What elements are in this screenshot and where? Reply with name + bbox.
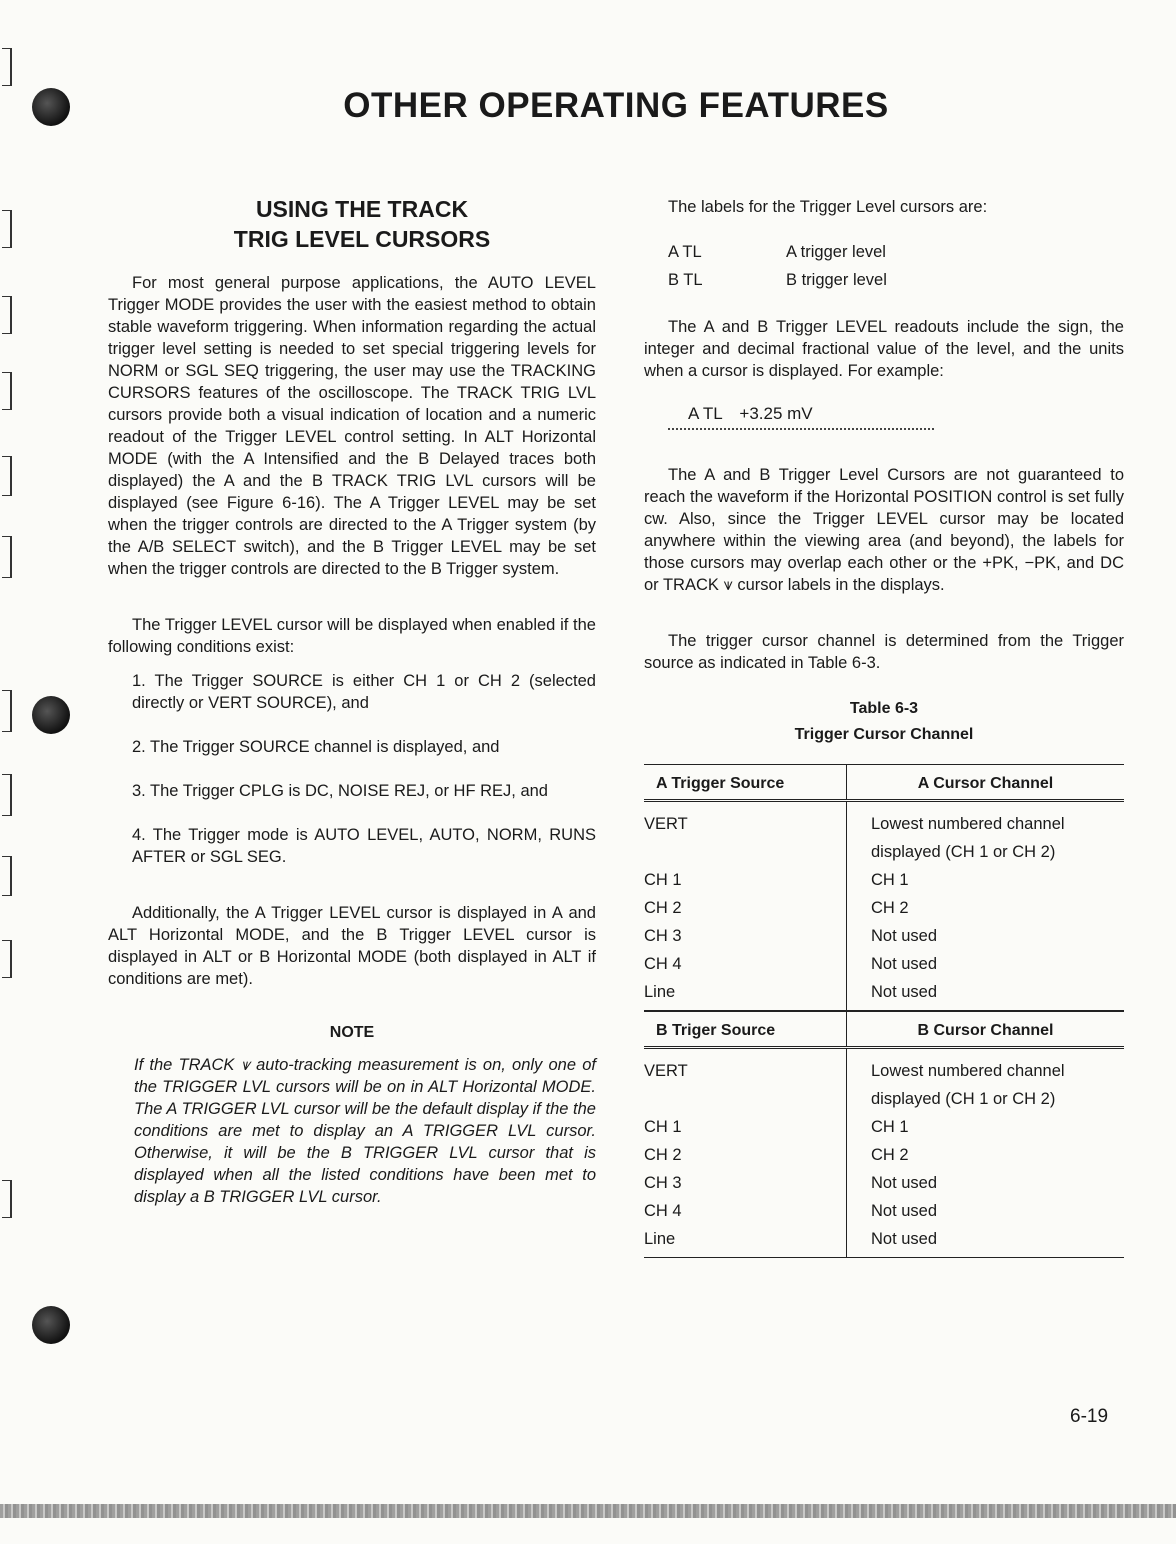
page-title: OTHER OPERATING FEATURES <box>343 86 889 125</box>
table-row <box>644 894 1124 922</box>
channel-cell: CH 2 <box>871 899 909 917</box>
source-cell: CH 1 <box>644 1113 847 1141</box>
binding-mark <box>2 940 12 978</box>
source-cell: CH 2 <box>644 894 847 922</box>
example-label: A TL <box>688 404 723 423</box>
binding-mark <box>2 210 12 248</box>
column-header-source: B Triger Source <box>644 1012 847 1048</box>
table-row <box>644 801 1124 867</box>
condition-item: 4. The Trigger mode is AUTO LEVEL, AUTO, NORM, RUNS AFTER or SGL SEG. <box>132 826 596 866</box>
conditions-intro: The Trigger LEVEL cursor will be displayed when enabled if the following conditions exist: <box>108 616 596 656</box>
column-header-source: A Trigger Source <box>644 765 847 801</box>
table-row <box>644 1048 1124 1114</box>
label-key: B TL <box>668 271 703 289</box>
binding-mark <box>2 690 12 732</box>
label-desc: B trigger level <box>786 271 887 289</box>
source-cell: CH 3 <box>644 922 847 950</box>
guarantee-paragraph: The A and B Trigger Level Cursors are not guaranteed to reach the waveform if the Horizontal POSITION control is set fully cw. Also, since the Trigger LEVEL cursor may be located anywhere within the viewing area (and beyond), the labels for those cursors may overlap each other or the +PK, −PK, and DC or TRACK ⩛ cursor labels in the displays. <box>644 466 1124 594</box>
heading-line-2: TRIG LEVEL CURSORS <box>233 226 491 252</box>
source-cell: CH 3 <box>644 1169 847 1197</box>
binding-mark <box>2 48 12 86</box>
source-cell: Line <box>644 1225 847 1258</box>
channel-cell: Not used <box>847 978 1125 1011</box>
channel-cell: Lowest numbered channel displayed (CH 1 or CH 2) <box>871 815 1065 861</box>
readout-example <box>668 404 934 430</box>
label-row <box>668 238 1124 266</box>
source-cell: VERT <box>644 801 847 867</box>
note-body: If the TRACK ⩛ auto-tracking measurement is on, only one of the TRIGGER LVL cursors will be on in ALT Horizontal MODE. The A TRIGGER LVL cursor will be the default display if the the conditions are met to display an A TRIGGER LVL cursor. Otherwise, it will be the B TRIGGER LVL cursor that is displayed when all the listed conditions have been met to display a B TRIGGER LVL cursor. <box>134 1056 596 1206</box>
binding-mark <box>2 774 12 816</box>
trigger-cursor-table-b <box>644 1011 1124 1258</box>
example-value: +3.25 mV <box>739 404 813 423</box>
channel-cell: Not used <box>871 955 938 973</box>
label-desc: A trigger level <box>786 243 886 261</box>
readouts-paragraph: The A and B Trigger LEVEL readouts include the sign, the integer and decimal fractional value of the level, and the units when a cursor is displayed. For example: <box>644 318 1124 380</box>
table-row <box>644 950 1124 978</box>
labels-intro: The labels for the Trigger Level cursors are: <box>668 198 988 216</box>
table-row <box>644 866 1124 894</box>
table-row <box>644 1197 1124 1225</box>
source-cell: Line <box>644 978 847 1011</box>
binding-mark <box>2 1180 12 1218</box>
channel-cell: CH 2 <box>871 1146 909 1164</box>
channel-paragraph: The trigger cursor channel is determined from the Trigger source as indicated in Table 6-3. <box>644 632 1124 672</box>
left-column <box>108 194 596 1208</box>
section-heading <box>128 194 596 254</box>
channel-cell: Lowest numbered channel displayed (CH 1 or CH 2) <box>871 1062 1065 1108</box>
right-column <box>644 196 1124 1258</box>
condition-item: 1. The Trigger SOURCE is either CH 1 or CH 2 (selected directly or VERT SOURCE), and <box>132 672 596 712</box>
table-row <box>644 1113 1124 1141</box>
channel-cell: CH 1 <box>871 871 909 889</box>
column-header-channel: B Cursor Channel <box>847 1012 1125 1048</box>
scan-edge-strip <box>0 1504 1176 1518</box>
source-cell: CH 1 <box>644 866 847 894</box>
channel-cell: Not used <box>871 1202 938 1220</box>
condition-item: 2. The Trigger SOURCE channel is displayed, and <box>132 738 500 756</box>
punch-hole <box>32 696 70 734</box>
binding-mark <box>2 456 12 496</box>
trigger-cursor-table-a <box>644 764 1124 1011</box>
binding-mark <box>2 536 12 578</box>
label-row <box>668 266 1124 294</box>
page-number: 6-19 <box>1070 1406 1109 1427</box>
channel-cell: Not used <box>871 927 938 945</box>
table-row <box>644 1225 1124 1258</box>
conditions-list <box>108 670 596 868</box>
binding-mark <box>2 856 12 896</box>
source-cell: CH 4 <box>644 950 847 978</box>
punch-hole <box>32 1306 70 1344</box>
cursor-labels <box>668 238 1124 294</box>
channel-cell: Not used <box>847 1225 1125 1258</box>
table-row <box>644 1141 1124 1169</box>
channel-cell: CH 1 <box>871 1118 909 1136</box>
additional-paragraph: Additionally, the A Trigger LEVEL cursor is displayed in A and ALT Horizontal MODE, and the B Trigger LEVEL cursor is displayed in ALT or B Horizontal MODE (both displayed in ALT if conditions are met). <box>108 904 596 988</box>
table-caption: Trigger Cursor Channel <box>794 726 974 743</box>
heading-line-1: USING THE TRACK <box>255 196 469 222</box>
note-title: NOTE <box>329 1024 375 1041</box>
condition-item: 3. The Trigger CPLG is DC, NOISE REJ, or HF REJ, and <box>132 782 548 800</box>
channel-cell: Not used <box>871 1174 938 1192</box>
source-cell: VERT <box>644 1048 847 1114</box>
source-cell: CH 4 <box>644 1197 847 1225</box>
binding-mark <box>2 296 12 334</box>
table-row <box>644 922 1124 950</box>
label-key: A TL <box>668 243 702 261</box>
source-cell: CH 2 <box>644 1141 847 1169</box>
column-header-channel: A Cursor Channel <box>847 765 1125 801</box>
table-row <box>644 978 1124 1011</box>
table-number: Table 6-3 <box>849 700 919 717</box>
table-row <box>644 1169 1124 1197</box>
intro-paragraph: For most general purpose applications, the AUTO LEVEL Trigger MODE provides the user with the easiest method to obtain stable waveform triggering. When information regarding the actual trigger level setting is needed to set special triggering levels for NORM or SGL SEQ triggering, the user may use the TRACKING CURSORS features of the oscilloscope. The TRACK TRIG LVL cursors provide both a visual indication of location and a numeric readout of the Trigger LEVEL control setting. In ALT Horizontal MODE (with the A Intensified and the B Delayed traces both displayed) the A and the B TRACK TRIG LVL cursors will be displayed (see Figure 6-16). The A Trigger LEVEL may be set when the trigger controls are directed to the A Trigger system (by the A/B SELECT switch), and the B Trigger LEVEL may be set when the trigger controls are directed to the B Trigger system. <box>108 274 596 578</box>
binding-mark <box>2 372 12 410</box>
